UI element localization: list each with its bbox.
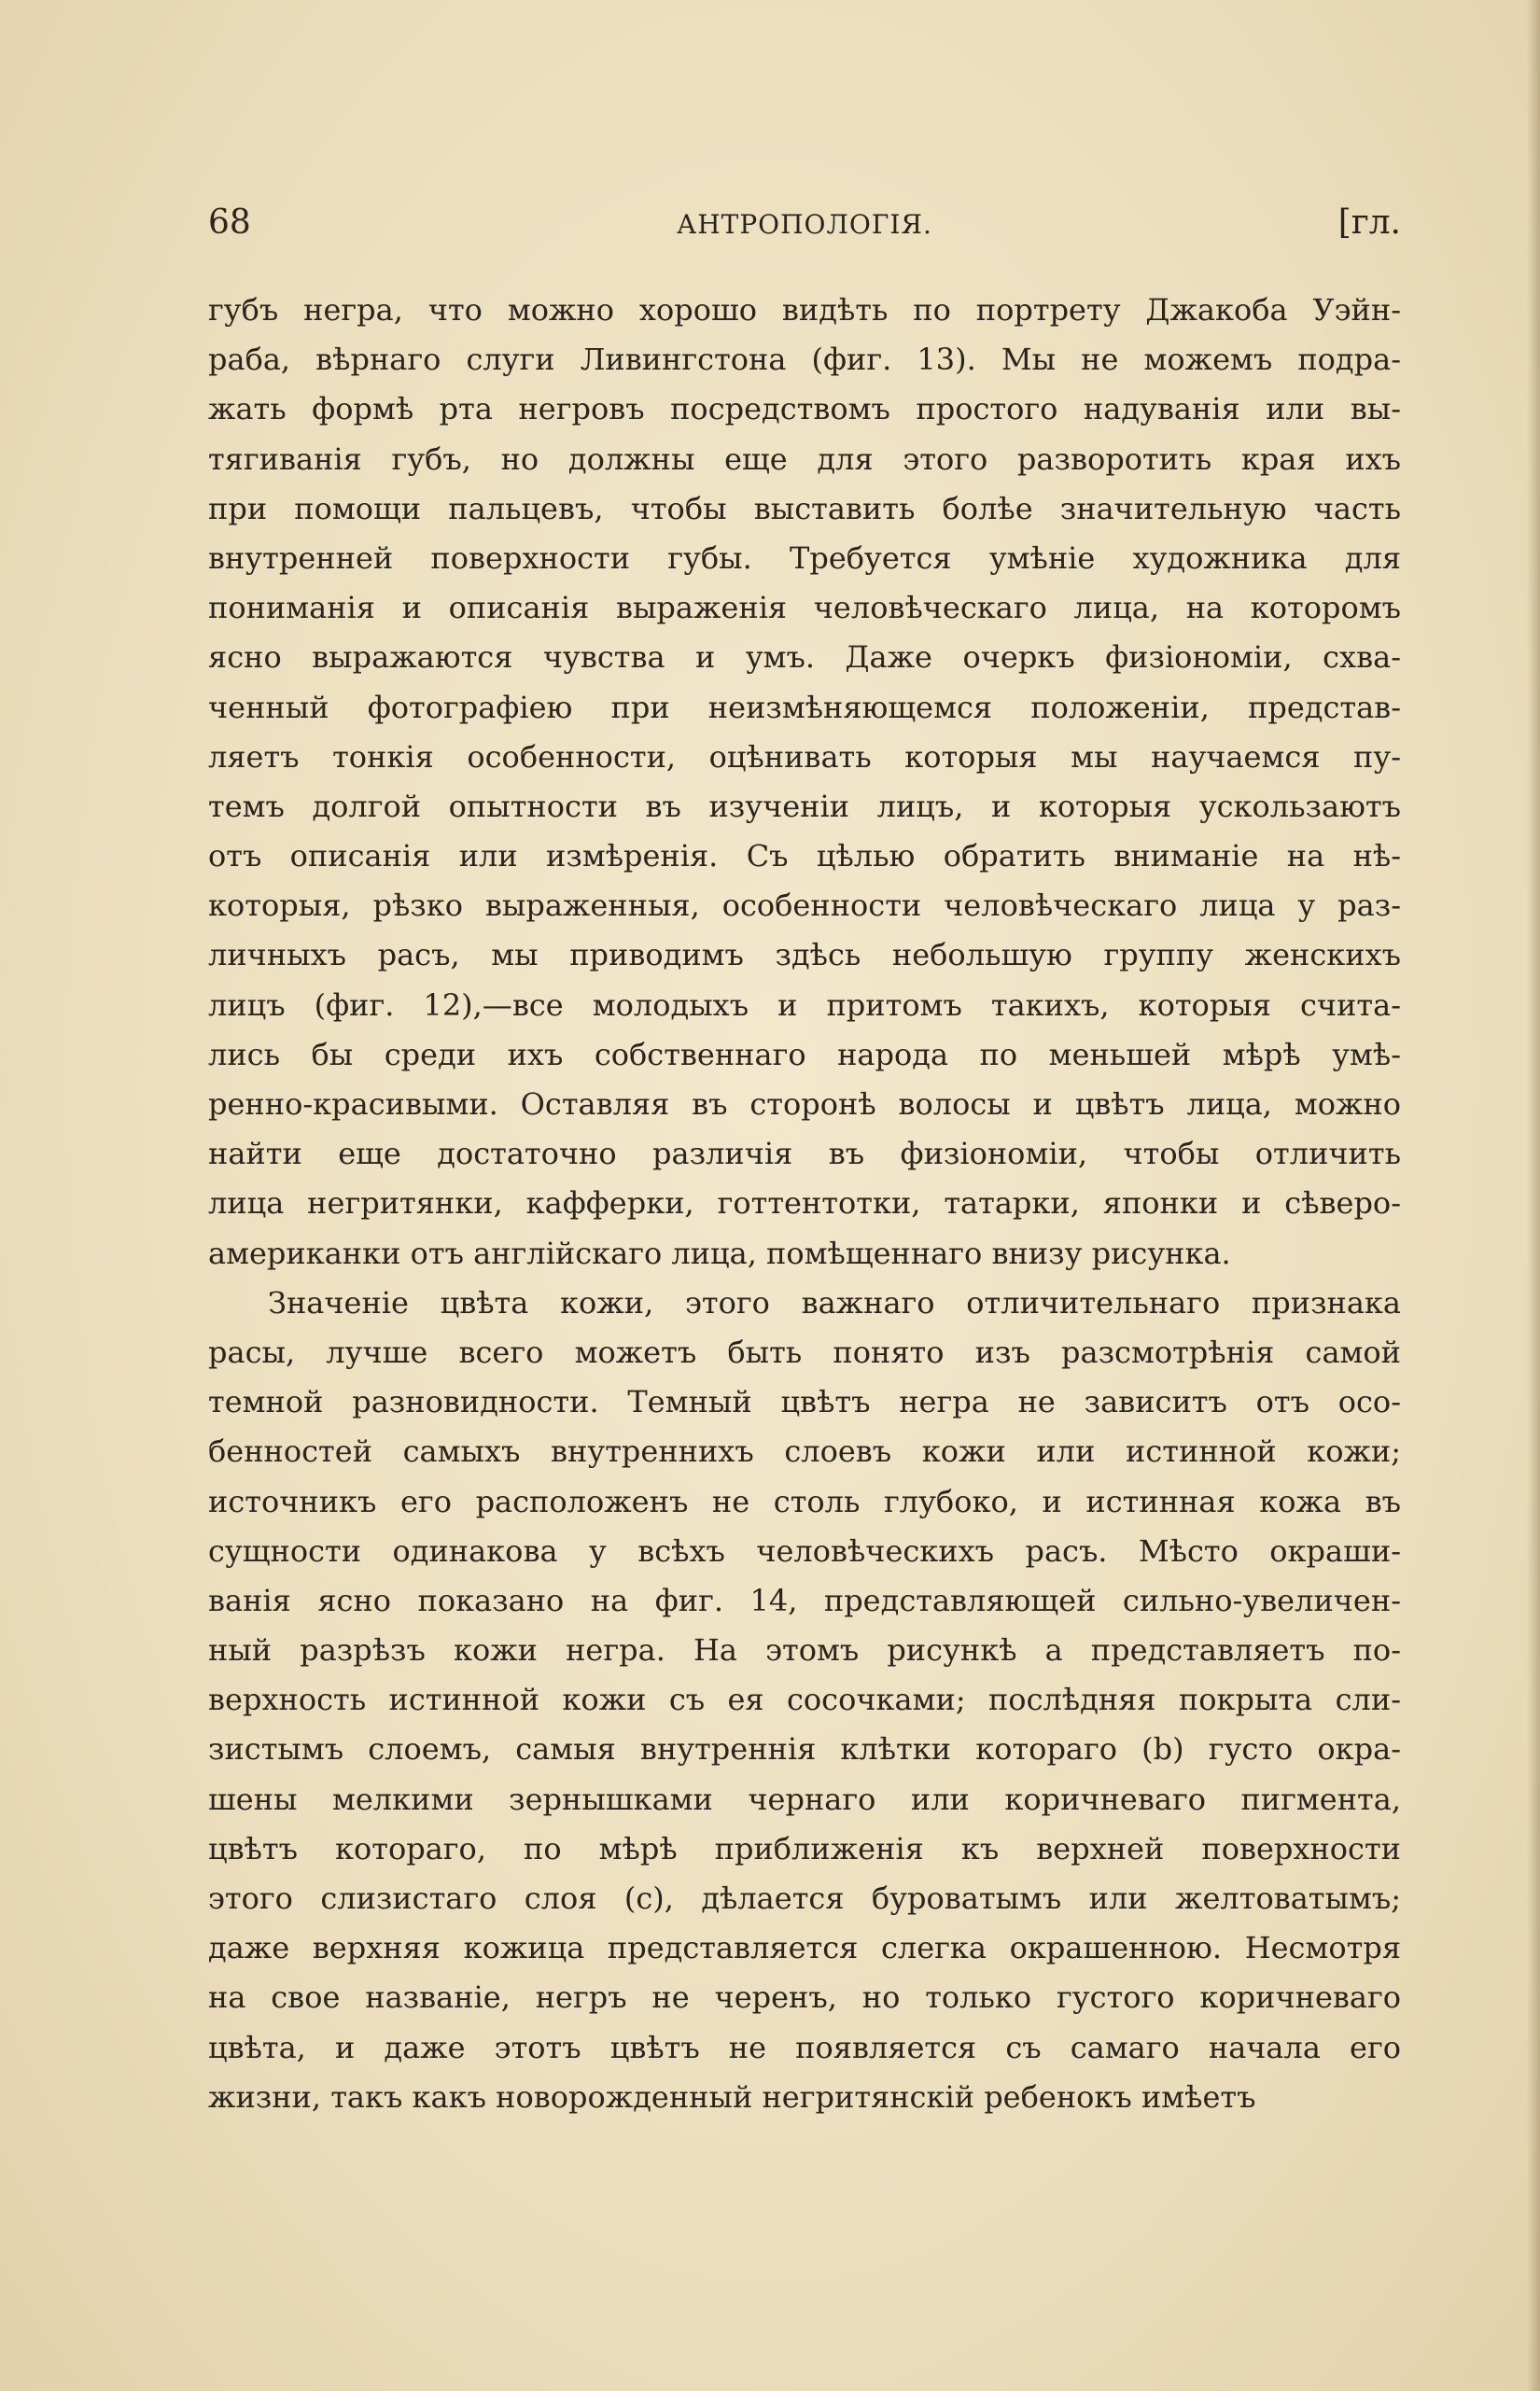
text-line: американки отъ англійскаго лица, помѣщеннаго внизу рисунка. [208,1235,1231,1271]
text-line: темъ долгой опытности въ изученіи лицъ, и которыя ускользаютъ [208,788,1401,824]
text-line: источникъ его расположенъ не столь глубоко, и истинная кожа въ [208,1483,1401,1519]
page-header [208,203,1401,259]
text-line: цвѣта, и даже этотъ цвѣтъ не появляется съ самаго начала его [208,2029,1401,2065]
text-line: ченный фотографіею при неизмѣняющемся положеніи, представ- [208,689,1401,725]
text-line: пониманія и описанія выраженія человѣческаго лица, на которомъ [208,590,1401,626]
text-line: тягиванія губъ, но должны еще для этого разворотить края ихъ [208,440,1401,477]
text-line: жизни, такъ какъ новорожденный негритянскій ребенокъ имѣетъ [208,2078,1256,2115]
text-line: лица негритянки, кафферки, готтентотки, татарки, японки и сѣверо- [208,1185,1401,1222]
text-line: темной разновидности. Темный цвѣтъ негра не зависитъ отъ осо- [208,1384,1401,1420]
text-line: шены мелкими зернышками чернаго или коричневаго пигмента, [208,1781,1401,1817]
page-number: 68 [208,203,251,242]
chapter-mark: [гл. [1337,203,1401,242]
text-line: которыя, рѣзко выраженныя, особенности человѣческаго лица у раз- [208,888,1401,924]
body-text [208,286,1401,2122]
text-line: ляетъ тонкія особенности, оцѣнивать которыя мы научаемся пу- [208,738,1401,775]
text-line: даже верхняя кожица представляется слегка окрашенною. Несмотря [208,1930,1401,1966]
text-line: жать формѣ рта негровъ посредствомъ простого надуванія или вы- [208,391,1401,427]
text-line: внутренней поверхности губы. Требуется умѣніе художника для [208,539,1401,576]
running-title: АНТРОПОЛОГІЯ. [677,209,932,240]
text-line: раба, вѣрнаго слуги Ливингстона (фиг. 13). Мы не можемъ подра- [208,342,1401,378]
page-edge-shadow [1527,0,1540,2391]
text-line: при помощи пальцевъ, чтобы выставить болѣе значительную часть [208,490,1401,526]
paragraph [208,1279,1401,2122]
text-line: цвѣтъ котораго, по мѣрѣ приближенія къ верхней поверхности [208,1830,1401,1867]
text-line: этого слизистаго слоя (c), дѣлается буроватымъ или желтоватымъ; [208,1881,1401,1916]
text-line: расы, лучше всего можетъ быть понято изъ разсмотрѣнія самой [208,1334,1401,1370]
text-line: ванія ясно показано на фиг. 14, представляющей сильно-увеличен- [208,1582,1401,1618]
text-line: лись бы среди ихъ собственнаго народа по меньшей мѣрѣ умѣ- [208,1036,1401,1072]
text-line: личныхъ расъ, мы приводимъ здѣсь небольшую группу женскихъ [208,937,1401,973]
text-line: лицъ (фиг. 12),—все молодыхъ и притомъ такихъ, которыя счита- [208,986,1401,1023]
text-line: бенностей самыхъ внутреннихъ слоевъ кожи или истинной кожи; [208,1433,1401,1470]
text-line: ясно выражаются чувства и умъ. Даже очеркъ физіономіи, схва- [208,639,1401,676]
text-line: ный разрѣзъ кожи негра. На этомъ рисункѣ a представляетъ по- [208,1632,1401,1669]
text-line: зистымъ слоемъ, самыя внутреннія клѣтки котораго (b) густо окра- [208,1731,1401,1768]
text-line: верхность истинной кожи съ ея сосочками; послѣдняя покрыта сли- [208,1682,1401,1718]
text-line: сущности одинакова у всѣхъ человѣческихъ расъ. Мѣсто окраши- [208,1532,1401,1569]
paragraph [208,286,1401,1279]
text-line: ренно-красивыми. Оставляя въ сторонѣ волосы и цвѣтъ лица, можно [208,1086,1401,1122]
text-line: на свое названіе, негръ не черенъ, но только густого коричневаго [208,1979,1401,2016]
text-line: найти еще достаточно различія въ физіономіи, чтобы отличить [208,1136,1401,1172]
text-line: отъ описанія или измѣренія. Съ цѣлью обратить вниманіе на нѣ- [208,838,1401,874]
text-line: Значеніе цвѣта кожи, этого важнаго отличительнаго признака [268,1284,1401,1321]
text-line: губъ негра, что можно хорошо видѣть по портрету Джакоба Уэйн- [208,292,1401,328]
